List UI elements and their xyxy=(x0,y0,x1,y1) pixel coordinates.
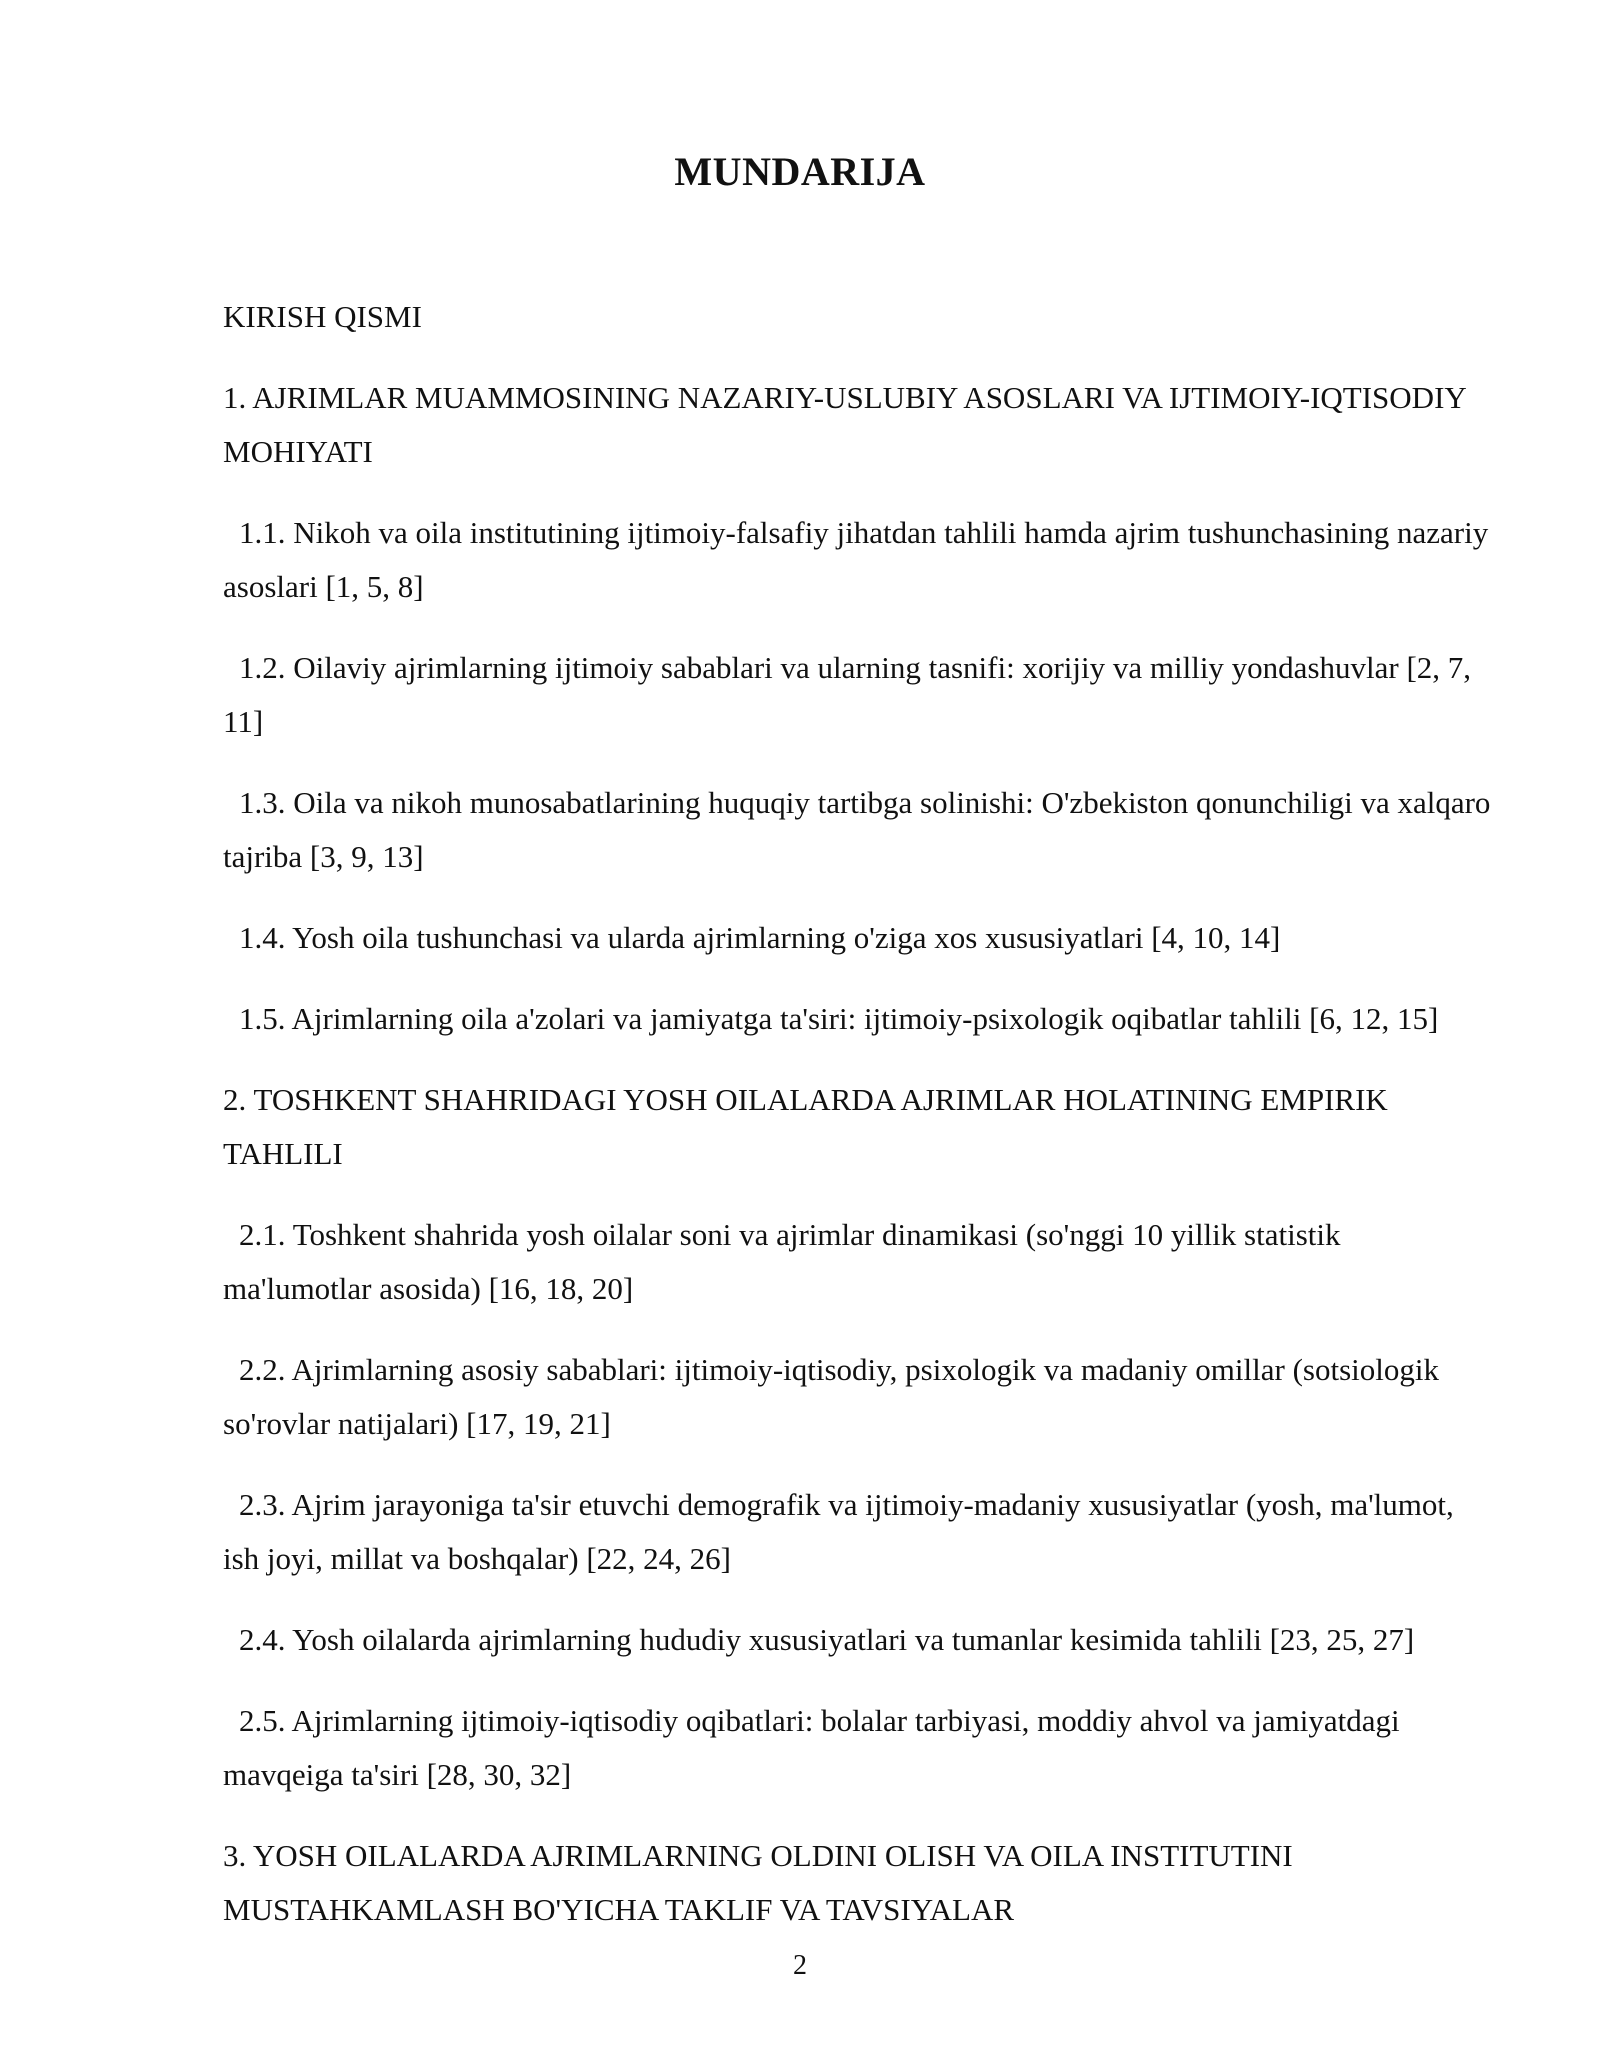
toc-entry-section-1-1: 1.1. Nikoh va oila institutining ijtimoiy-falsafiy jihatdan tahlili hamda ajrim tushunchasining nazariy asoslari [1, 5, 8] xyxy=(223,515,1489,604)
toc-entry-section-2-4: 2.4. Yosh oilalarda ajrimlarning hududiy xususiyatlari va tumanlar kesimida tahlili [23, 25, 27] xyxy=(239,1622,1415,1657)
table-of-contents xyxy=(223,290,1493,1964)
page-title: MUNDARIJA xyxy=(674,149,926,194)
toc-entry-chapter-2: 2. TOSHKENT SHAHRIDAGI YOSH OILALARDA AJRIMLAR HOLATINING EMPIRIK TAHLILI xyxy=(223,1082,1388,1171)
toc-entry-section-1-2: 1.2. Oilaviy ajrimlarning ijtimoiy sabablari va ularning tasnifi: xorijiy va milliy yondashuvlar [2, 7, 11] xyxy=(223,650,1472,739)
page-number: 2 xyxy=(793,1950,807,1981)
toc-entry-introduction: KIRISH QISMI xyxy=(223,299,422,334)
toc-entry-section-1-3: 1.3. Oila va nikoh munosabatlarining huquqiy tartibga solinishi: O'zbekiston qonunchiligi va xalqaro tajriba [3, 9, 13] xyxy=(223,785,1491,874)
toc-entry-section-2-3: 2.3. Ajrim jarayoniga ta'sir etuvchi demografik va ijtimoiy-madaniy xususiyatlar (yosh, ma'lumot, ish joyi, millat va boshqalar) [22, 24, 26] xyxy=(223,1487,1454,1576)
toc-entry-section-2-1: 2.1. Toshkent shahrida yosh oilalar soni va ajrimlar dinamikasi (so'nggi 10 yillik statistik ma'lumotlar asosida) [16, 18, 20] xyxy=(223,1217,1341,1306)
toc-entry-section-2-2: 2.2. Ajrimlarning asosiy sabablari: ijtimoiy-iqtisodiy, psixologik va madaniy omillar (sotsiologik so'rovlar natijalari) [17, 19, 21] xyxy=(223,1352,1439,1441)
toc-entry-section-1-4: 1.4. Yosh oila tushunchasi va ularda ajrimlarning o'ziga xos xususiyatlari [4, 10, 14] xyxy=(239,920,1281,955)
toc-entry-chapter-1: 1. AJRIMLAR MUAMMOSINING NAZARIY-USLUBIY ASOSLARI VA IJTIMOIY-IQTISODIY MOHIYATI xyxy=(223,380,1466,469)
toc-entry-section-1-5: 1.5. Ajrimlarning oila a'zolari va jamiyatga ta'siri: ijtimoiy-psixologik oqibatlar tahlili [6, 12, 15] xyxy=(239,1001,1439,1036)
toc-entry-section-2-5: 2.5. Ajrimlarning ijtimoiy-iqtisodiy oqibatlari: bolalar tarbiyasi, moddiy ahvol va jamiyatdagi mavqeiga ta'siri [28, 30, 32] xyxy=(223,1703,1400,1792)
toc-entry-chapter-3: 3. YOSH OILALARDA AJRIMLARNING OLDINI OLISH VA OILA INSTITUTINI MUSTAHKAMLASH BO'YICHA TAKLIF VA TAVSIYALAR xyxy=(223,1838,1293,1927)
